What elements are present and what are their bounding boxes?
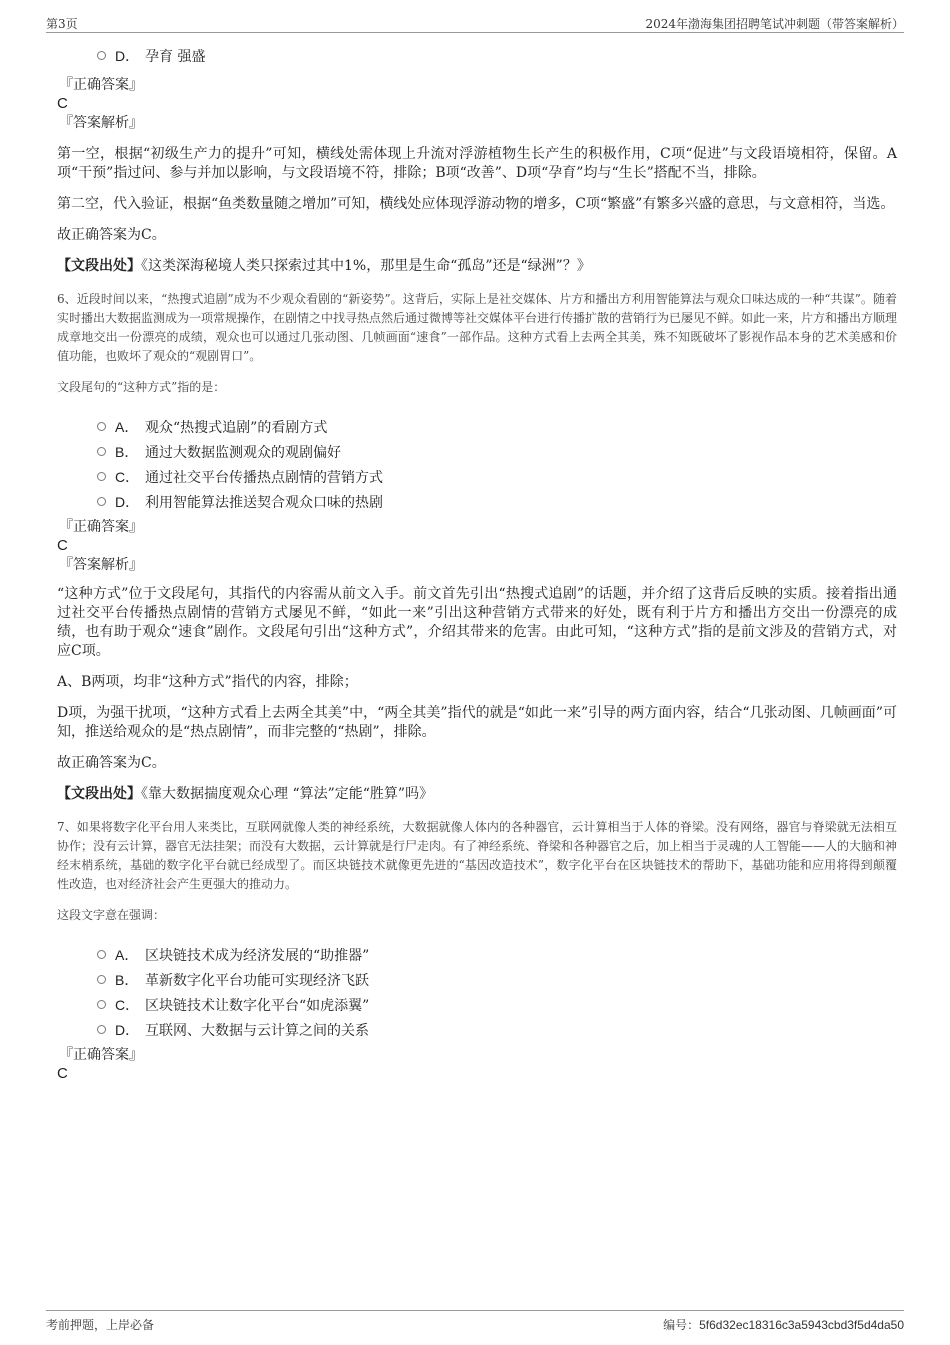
- radio-icon[interactable]: [97, 1025, 106, 1034]
- q5-analysis-2: 第二空，代入验证，根据“鱼类数量随之增加”可知，横线处应体现浮游动物的增多，C项“繁盛”有繁多兴盛的意思，与文意相符，当选。: [57, 196, 895, 212]
- q6-option-d[interactable]: D． 利用智能算法推送契合观众口味的热剧: [97, 490, 897, 515]
- q5-answer: C: [57, 95, 68, 112]
- q6-prompt: 文段尾句的“这种方式”指的是：: [57, 380, 226, 394]
- q6-analysis-1: “这种方式”位于文段尾句，其指代的内容需从前文入手。前文首先引出“热搜式追剧”的话题，并介绍了这背后反映的实质。接着指出通过社交平台传播热点剧情的营销方式屡见不鲜，“如此一来”引出这种营销方式带来的好处，既有利于片方和播出方交出一份漂亮的成绩，也有助于观众“速食”剧作。文段尾句引出“这种方式”，介绍其带来的危害。由此可知，“这种方式”指的是前文涉及的营销方式，对应C项。: [57, 586, 897, 659]
- correct-answer-label: 『正确答案』: [59, 519, 143, 535]
- q5-analysis-3: 故正确答案为C。: [57, 227, 166, 243]
- q7-text: 7、如果将数字化平台用人来类比，互联网就像人类的神经系统，大数据就像人体内的各种器官，云计算相当于人体的脊梁。没有网络，器官与脊梁就无法相互协作；没有云计算，器官无法挂架；而没有大数据，云计算就是行尸走肉。有了神经系统、脊梁和各种器官之后，加上相当于灵魂的人工智能——人的大脑和神经末梢系统，基础的数字化平台就已经成型了。而区块链技术就像更先进的“基因改造技术”，数字化平台在区块链技术的帮助下，基础功能和应用将得到颠覆性改造，也对经济社会产生更强大的推动力。: [57, 820, 898, 891]
- radio-icon[interactable]: [97, 975, 106, 984]
- correct-answer-label: 『正确答案』: [59, 1047, 143, 1063]
- q7-prompt: 这段文字意在强调：: [57, 908, 166, 922]
- q6-option-a[interactable]: A． 观众“热搜式追剧”的看剧方式: [97, 415, 897, 440]
- page-footer: [46, 1310, 904, 1331]
- q5-source: 【文段出处】《这类深海秘境人类只探索过其中1%，那里是生命“孤岛”还是“绿洲”？》: [57, 258, 591, 274]
- q5-analysis-1: 第一空，根据“初级生产力的提升”可知，横线处需体现上升流对浮游植物生长产生的积极作用，C项“促进”与文段语境相符，保留。A项“干预”指过问、参与并加以影响，与文段语境不符，排除；B项“改善”、D项“孕育”均与“生长”搭配不当，排除。: [57, 146, 897, 181]
- document-code: 编号：5f6d32ec18316c3a5943cbd3f5d4da50: [663, 1318, 904, 1332]
- q6-analysis-4: 故正确答案为C。: [57, 755, 166, 771]
- q6-text: 6、近段时间以来，“热搜式追剧”成为不少观众看剧的“新姿势”。这背后，实际上是社交媒体、片方和播出方利用智能算法与观众口味达成的一种“共谋”。随着实时播出大数据监测成为一项常规操作，在剧情之中找寻热点然后通过微博等社交媒体平台进行传播扩散的营销行为已屡见不鲜。如此一来，片方和播出方顺理成章地交出一份漂亮的成绩，观众也可以通过几张动图、几帧画面“速食”一部作品。这种方式看上去两全其美，殊不知既破坏了影视作品本身的艺术美感和价值功能，也败坏了观众的“观剧胃口”。: [57, 292, 898, 363]
- radio-icon[interactable]: [97, 51, 106, 60]
- radio-icon[interactable]: [97, 472, 106, 481]
- correct-answer-label: 『正确答案』: [59, 77, 143, 93]
- q7-answer: C: [57, 1065, 68, 1082]
- document-title: 2024年渤海集团招聘笔试冲刺题（带答案解析）: [645, 17, 904, 31]
- page-content: [57, 44, 897, 1083]
- q7-option-a[interactable]: A． 区块链技术成为经济发展的“助推器”: [97, 943, 897, 968]
- radio-icon[interactable]: [97, 497, 106, 506]
- q6-analysis-2: A、B两项，均非“这种方式”指代的内容，排除；: [57, 674, 358, 690]
- radio-icon[interactable]: [97, 950, 106, 959]
- radio-icon[interactable]: [97, 1000, 106, 1009]
- q5-option-d[interactable]: D． 孕育 强盛: [97, 44, 897, 69]
- q7-option-b[interactable]: B． 革新数字化平台功能可实现经济飞跃: [97, 968, 897, 993]
- q6-analysis-3: D项，为强干扰项，“这种方式看上去两全其美”中，“两全其美”指代的就是“如此一来”引导的两方面内容，结合“几张动图、几帧画面”可知，推送给观众的是“热点剧情”，而非完整的“热剧”，排除。: [57, 705, 897, 740]
- footer-slogan: 考前押题，上岸必备: [46, 1318, 155, 1332]
- analysis-label: 『答案解析』: [59, 557, 143, 573]
- q6-option-c[interactable]: C． 通过社交平台传播热点剧情的营销方式: [97, 465, 897, 490]
- q7-option-c[interactable]: C． 区块链技术让数字化平台“如虎添翼”: [97, 993, 897, 1018]
- page-number: 第3页: [46, 17, 78, 31]
- radio-icon[interactable]: [97, 447, 106, 456]
- radio-icon[interactable]: [97, 422, 106, 431]
- q6-answer: C: [57, 537, 68, 554]
- page-header: [46, 14, 904, 33]
- analysis-label: 『答案解析』: [59, 115, 143, 131]
- q6-option-b[interactable]: B． 通过大数据监测观众的观剧偏好: [97, 440, 897, 465]
- q7-option-d[interactable]: D． 互联网、大数据与云计算之间的关系: [97, 1018, 897, 1043]
- q6-source: 【文段出处】《靠大数据揣度观众心理 “算法”定能“胜算”吗》: [57, 786, 434, 802]
